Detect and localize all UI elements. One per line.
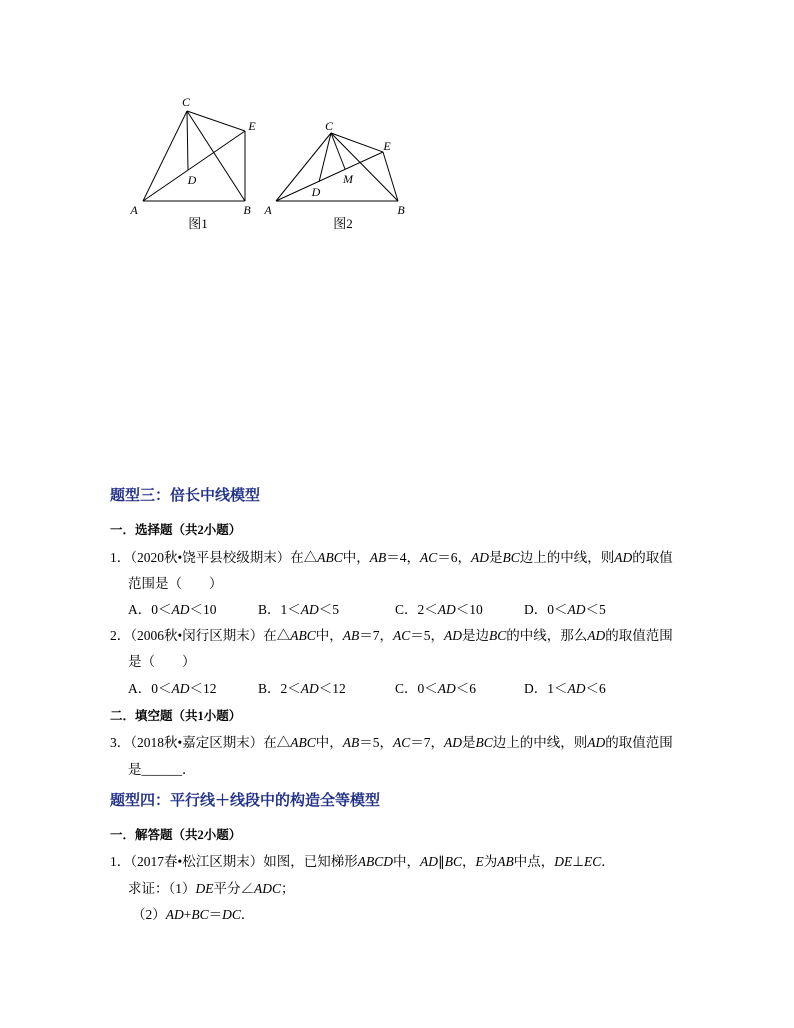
option-d: [524, 680, 606, 698]
point-label-C: C: [181, 95, 191, 109]
option-text: 2＜AD＜12: [280, 681, 346, 696]
option-text: 0＜AD＜12: [151, 681, 217, 696]
option-label: A．: [128, 681, 152, 696]
option-c: [395, 601, 483, 619]
point-label-B: B: [397, 203, 405, 217]
option-text: 0＜AD＜5: [547, 602, 606, 617]
section-title: 题型三：倍长中线模型: [110, 488, 261, 504]
point-label-C: C: [324, 119, 334, 133]
point-label-A: A: [130, 203, 138, 217]
option-d: [524, 601, 606, 619]
option-text: 2＜AD＜10: [417, 602, 483, 617]
question-line: 1．（2017春•松江区期末）如图，已知梯形ABCD中，AD∥BC，E为AB中点，DE⊥EC．: [110, 854, 615, 869]
segment-CM: [331, 133, 345, 169]
option-b: [258, 601, 339, 619]
segment-AE: [276, 152, 383, 201]
question-line: 范围是（ ）: [128, 576, 223, 591]
point-label-A: A: [264, 203, 272, 217]
option-text: 1＜AD＜6: [547, 681, 606, 696]
section-title: 题型四：平行线＋线段中的构造全等模型: [110, 793, 381, 809]
question-line: 是______．: [128, 762, 196, 777]
geometry-figures: [0, 0, 794, 240]
option-c: [395, 680, 476, 698]
question-line: 是（ ）: [128, 654, 196, 669]
option-label: A．: [128, 602, 152, 617]
point-label-D: D: [311, 185, 321, 199]
option-label: C．: [395, 681, 418, 696]
option-text: 0＜AD＜6: [417, 681, 477, 696]
figure-2-caption: 图2: [333, 216, 353, 231]
option-a: [128, 601, 217, 619]
segment-AC: [143, 111, 187, 201]
option-label: D．: [524, 602, 548, 617]
question-line: 2．（2006秋•闵行区期末）在△ABC中，AB＝7，AC＝5，AD是边BC的中线，那么AD的取值范围: [110, 628, 673, 643]
figure-2: [263, 119, 405, 231]
segment-CE: [331, 133, 383, 152]
point-label-B: B: [243, 203, 251, 217]
segment-AE: [143, 131, 245, 201]
point-label-E: E: [383, 139, 391, 153]
part-heading: 一．选择题（共2小题）: [110, 523, 242, 537]
option-label: B．: [258, 602, 281, 617]
point-label-D: D: [187, 173, 197, 187]
part-heading: 一．解答题（共2小题）: [110, 828, 242, 842]
figure-1: [129, 95, 256, 231]
segment-CD: [187, 111, 188, 170]
question-line: 求证：（1）DE平分∠ADC；: [128, 881, 295, 896]
point-label-E: E: [248, 119, 256, 133]
point-label-M: M: [343, 172, 353, 186]
figure-1-caption: 图1: [188, 216, 208, 231]
segment-CB: [187, 111, 245, 201]
option-text: 0＜AD＜10: [151, 602, 217, 617]
question-line: （2）AD+BC＝DC．: [132, 907, 255, 922]
option-label: C．: [395, 602, 418, 617]
part-heading: 二．填空题（共1小题）: [110, 709, 242, 723]
option-a: [128, 680, 217, 698]
segment-CE: [187, 111, 245, 131]
question-line: 1．（2020秋•饶平县校级期末）在△ABC中，AB＝4，AC＝6，AD是BC边上的中线，则AD的取值: [110, 550, 673, 565]
option-b: [258, 680, 346, 698]
option-text: 1＜AD＜5: [280, 602, 340, 617]
question-line: 3．（2018秋•嘉定区期末）在△ABC中，AB＝5，AC＝7，AD是BC边上的中线，则AD的取值范围: [110, 735, 673, 750]
option-label: B．: [258, 681, 281, 696]
option-label: D．: [524, 681, 548, 696]
